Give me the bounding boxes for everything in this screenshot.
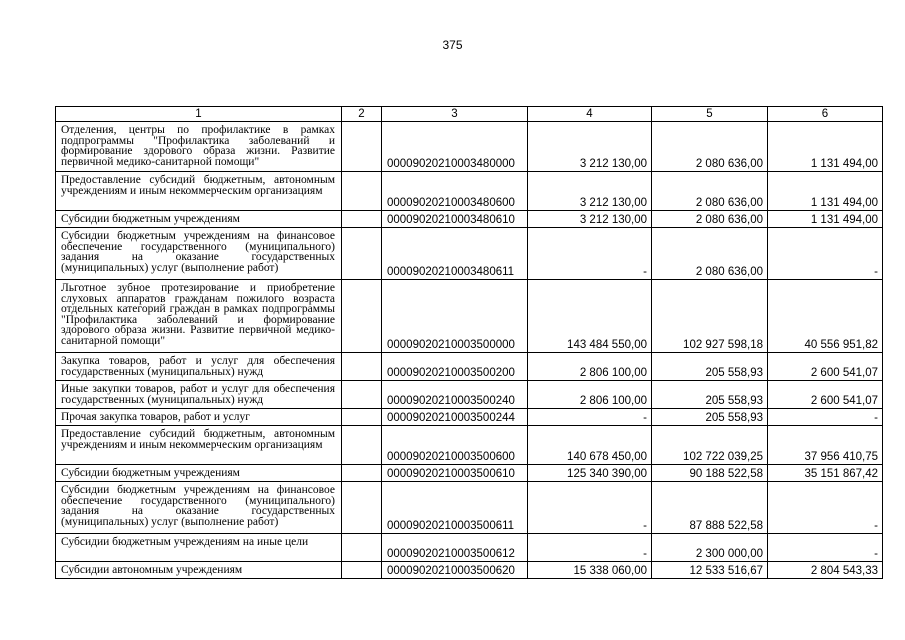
- row-col4-value: 3 212 130,00: [528, 172, 652, 211]
- row-col2-cell: [342, 562, 382, 579]
- row-col6-value: 1 131 494,00: [768, 211, 883, 228]
- table-row: [56, 280, 883, 353]
- row-name-cell: Предоставление субсидий бюджетным, автономным учреждениям и иным некоммерческим организациям: [56, 172, 342, 211]
- row-col6-value: 1 131 494,00: [768, 122, 883, 172]
- table-row: [56, 465, 883, 482]
- table-row: [56, 409, 883, 426]
- row-col4-value: -: [528, 409, 652, 426]
- header-cell: 5: [652, 107, 768, 122]
- row-col4-value: -: [528, 228, 652, 280]
- row-name-cell: Субсидии автономным учреждениям: [56, 562, 342, 579]
- header-cell: 3: [382, 107, 528, 122]
- table-row: [56, 381, 883, 409]
- row-col2-cell: [342, 409, 382, 426]
- row-col5-value: 87 888 522,58: [652, 482, 768, 534]
- row-col4-value: -: [528, 534, 652, 562]
- row-name-cell: Отделения, центры по профилактике в рамках подпрограммы "Профилактика заболеваний и формирование здорового образа жизни. Развитие первичной медико-санитарной помощи": [56, 122, 342, 172]
- table-row: [56, 534, 883, 562]
- row-col2-cell: [342, 122, 382, 172]
- row-name-cell: Субсидии бюджетным учреждениям: [56, 211, 342, 228]
- row-name-cell: Субсидии бюджетным учреждениям на финансовое обеспечение государственного (муниципального) задания на оказание государственных (муниципальных) услуг (выполнение работ): [56, 228, 342, 280]
- row-col4-value: 3 212 130,00: [528, 211, 652, 228]
- row-code-cell: 00009020210003480610: [382, 211, 528, 228]
- row-code-cell: 00009020210003500600: [382, 426, 528, 465]
- row-name-cell: Субсидии бюджетным учреждениям на иные цели: [56, 534, 342, 562]
- row-col5-value: 205 558,93: [652, 353, 768, 381]
- table-row: [56, 228, 883, 280]
- row-name-cell: Иные закупки товаров, работ и услуг для обеспечения государственных (муниципальных) нужд: [56, 381, 342, 409]
- row-col5-value: 2 300 000,00: [652, 534, 768, 562]
- row-col5-value: 12 533 516,67: [652, 562, 768, 579]
- row-col6-value: 1 131 494,00: [768, 172, 883, 211]
- row-code-cell: 00009020210003480611: [382, 228, 528, 280]
- row-col2-cell: [342, 426, 382, 465]
- row-code-cell: 00009020210003500200: [382, 353, 528, 381]
- table-body: [56, 122, 883, 579]
- row-col2-cell: [342, 534, 382, 562]
- row-col4-value: 143 484 550,00: [528, 280, 652, 353]
- row-code-cell: 00009020210003500620: [382, 562, 528, 579]
- row-col6-value: -: [768, 482, 883, 534]
- row-code-cell: 00009020210003480000: [382, 122, 528, 172]
- row-name-cell: Предоставление субсидий бюджетным, автономным учреждениям и иным некоммерческим организациям: [56, 426, 342, 465]
- row-col5-value: 2 080 636,00: [652, 228, 768, 280]
- row-col4-value: 125 340 390,00: [528, 465, 652, 482]
- row-col4-value: 15 338 060,00: [528, 562, 652, 579]
- row-col5-value: 102 927 598,18: [652, 280, 768, 353]
- row-col5-value: 90 188 522,58: [652, 465, 768, 482]
- row-col2-cell: [342, 280, 382, 353]
- header-row: [56, 107, 883, 122]
- table-row: [56, 172, 883, 211]
- row-col2-cell: [342, 211, 382, 228]
- row-col2-cell: [342, 465, 382, 482]
- row-col6-value: -: [768, 228, 883, 280]
- table-row: [56, 353, 883, 381]
- header-cell: 1: [56, 107, 342, 122]
- row-col5-value: 2 080 636,00: [652, 172, 768, 211]
- row-col2-cell: [342, 482, 382, 534]
- budget-table: [55, 106, 883, 579]
- row-col2-cell: [342, 228, 382, 280]
- row-code-cell: 00009020210003500244: [382, 409, 528, 426]
- table-row: [56, 482, 883, 534]
- row-col6-value: 40 556 951,82: [768, 280, 883, 353]
- table-row: [56, 211, 883, 228]
- row-col4-value: -: [528, 482, 652, 534]
- row-col4-value: 2 806 100,00: [528, 353, 652, 381]
- row-name-cell: Субсидии бюджетным учреждениям: [56, 465, 342, 482]
- header-cell: 6: [768, 107, 883, 122]
- row-col6-value: 35 151 867,42: [768, 465, 883, 482]
- header-cell: 2: [342, 107, 382, 122]
- row-col5-value: 2 080 636,00: [652, 211, 768, 228]
- row-code-cell: 00009020210003500611: [382, 482, 528, 534]
- row-col6-value: -: [768, 409, 883, 426]
- row-name-cell: Прочая закупка товаров, работ и услуг: [56, 409, 342, 426]
- table-row: [56, 122, 883, 172]
- row-code-cell: 00009020210003500000: [382, 280, 528, 353]
- row-col6-value: 37 956 410,75: [768, 426, 883, 465]
- row-col6-value: -: [768, 534, 883, 562]
- page-number: 375: [442, 38, 463, 52]
- table-row: [56, 426, 883, 465]
- row-col5-value: 205 558,93: [652, 409, 768, 426]
- row-col6-value: 2 600 541,07: [768, 381, 883, 409]
- header-cell: 4: [528, 107, 652, 122]
- row-col4-value: 3 212 130,00: [528, 122, 652, 172]
- row-col6-value: 2 600 541,07: [768, 353, 883, 381]
- row-col5-value: 205 558,93: [652, 381, 768, 409]
- row-col5-value: 102 722 039,25: [652, 426, 768, 465]
- row-code-cell: 00009020210003500240: [382, 381, 528, 409]
- table-row: [56, 562, 883, 579]
- row-col4-value: 140 678 450,00: [528, 426, 652, 465]
- row-name-cell: Субсидии бюджетным учреждениям на финансовое обеспечение государственного (муниципального) задания на оказание государственных (муниципальных) услуг (выполнение работ): [56, 482, 342, 534]
- row-col2-cell: [342, 172, 382, 211]
- row-col5-value: 2 080 636,00: [652, 122, 768, 172]
- row-code-cell: 00009020210003500610: [382, 465, 528, 482]
- row-name-cell: Льготное зубное протезирование и приобретение слуховых аппаратов гражданам пожилого возраста отдельных категорий граждан в рамках подпрограммы "Профилактика заболеваний и формирование здорового образа жизни. Развитие первичной медико-санитарной помощи": [56, 280, 342, 353]
- row-col2-cell: [342, 353, 382, 381]
- row-name-cell: Закупка товаров, работ и услуг для обеспечения государственных (муниципальных) нужд: [56, 353, 342, 381]
- row-code-cell: 00009020210003500612: [382, 534, 528, 562]
- row-code-cell: 00009020210003480600: [382, 172, 528, 211]
- row-col6-value: 2 804 543,33: [768, 562, 883, 579]
- row-col2-cell: [342, 381, 382, 409]
- row-col4-value: 2 806 100,00: [528, 381, 652, 409]
